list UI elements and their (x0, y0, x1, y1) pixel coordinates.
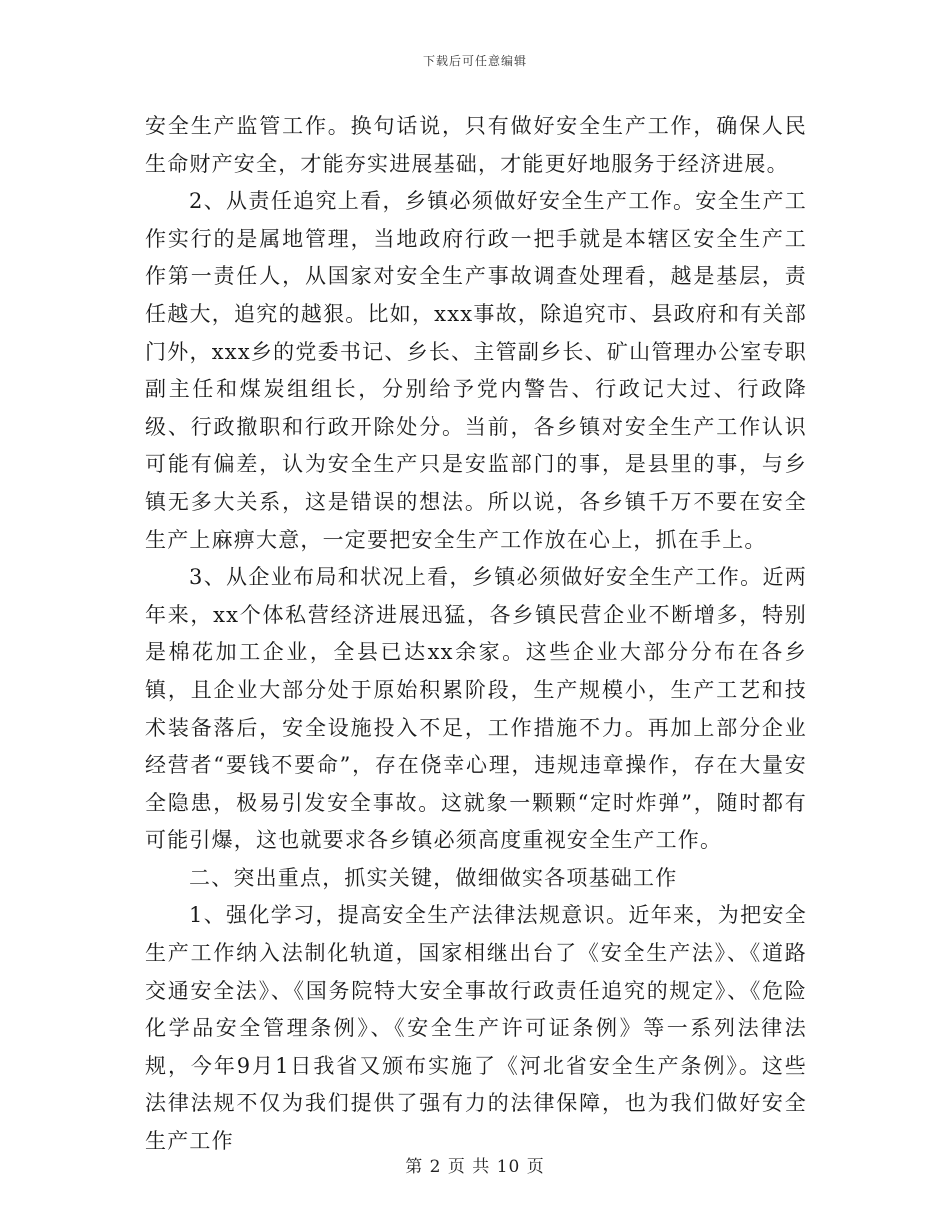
section-heading: 二、突出重点，抓实关键，做细做实各项基础工作 (189, 865, 678, 890)
header-note: 下载后可任意编辑 (422, 54, 527, 68)
paragraph-2: 2、从责任追究上看，乡镇必须做好安全生产工作。安全生产工作实行的是属地管理，当地政府行政一把手就是本辖区安全生产工作第一责任人，从国家对安全生产事故调查处理看，越是基层，责任越大，追究的越狠。比如，xxx事故，除追究市、县政府和有关部门外，xxx乡的党委书记、乡长、主管副乡长、矿山管理办公室专职副主任和煤炭组组长，分别给予党内警告、行政记大过、行政降级、行政撤职和行政开除处分。当前，各乡镇对安全生产工作认识可能有偏差，认为安全生产只是安监部门的事，是县里的事，与乡镇无多大关系，这是错误的想法。所以说，各乡镇千万不要在安全生产上麻痹大意，一定要把安全生产工作放在心上，抓在手上。 (145, 189, 807, 552)
paragraph-1: 安全生产监管工作。换句话说，只有做好安全生产工作，确保人民生命财产安全，才能夯实进展基础，才能更好地服务于经济进展。 (145, 114, 807, 176)
paragraph-4: 1、强化学习，提高安全生产法律法规意识。近年来，为把安全生产工作纳入法制化轨道，国家相继出台了《安全生产法》、《道路交通安全法》、《国务院特大安全事故行政责任追究的规定》、《危险化学品安全管理条例》、《安全生产许可证条例》等一系列法律法规，今年9月1日我省又颁布实施了《河北省安全生产条例》。这些法律法规不仅为我们提供了强有力的法律保障，也为我们做好安全生产工作 (145, 903, 807, 1154)
page-number: 第 2 页 共 10 页 (405, 1157, 545, 1177)
document-body (145, 108, 807, 1161)
paragraph-3: 3、从企业布局和状况上看，乡镇必须做好安全生产工作。近两年来，xx个体私营经济进展迅猛，各乡镇民营企业不断增多，特别是棉花加工企业，全县已达xx余家。这些企业大部分分布在各乡镇，且企业大部分处于原始积累阶段，生产规模小，生产工艺和技术装备落后，安全设施投入不足，工作措施不力。再加上部分企业经营者“要钱不要命”，存在侥幸心理，违规违章操作，存在大量安全隐患，极易引发安全事故。这就象一颗颗“定时炸弹”，随时都有可能引爆，这也就要求各乡镇必须高度重视安全生产工作。 (145, 565, 807, 853)
